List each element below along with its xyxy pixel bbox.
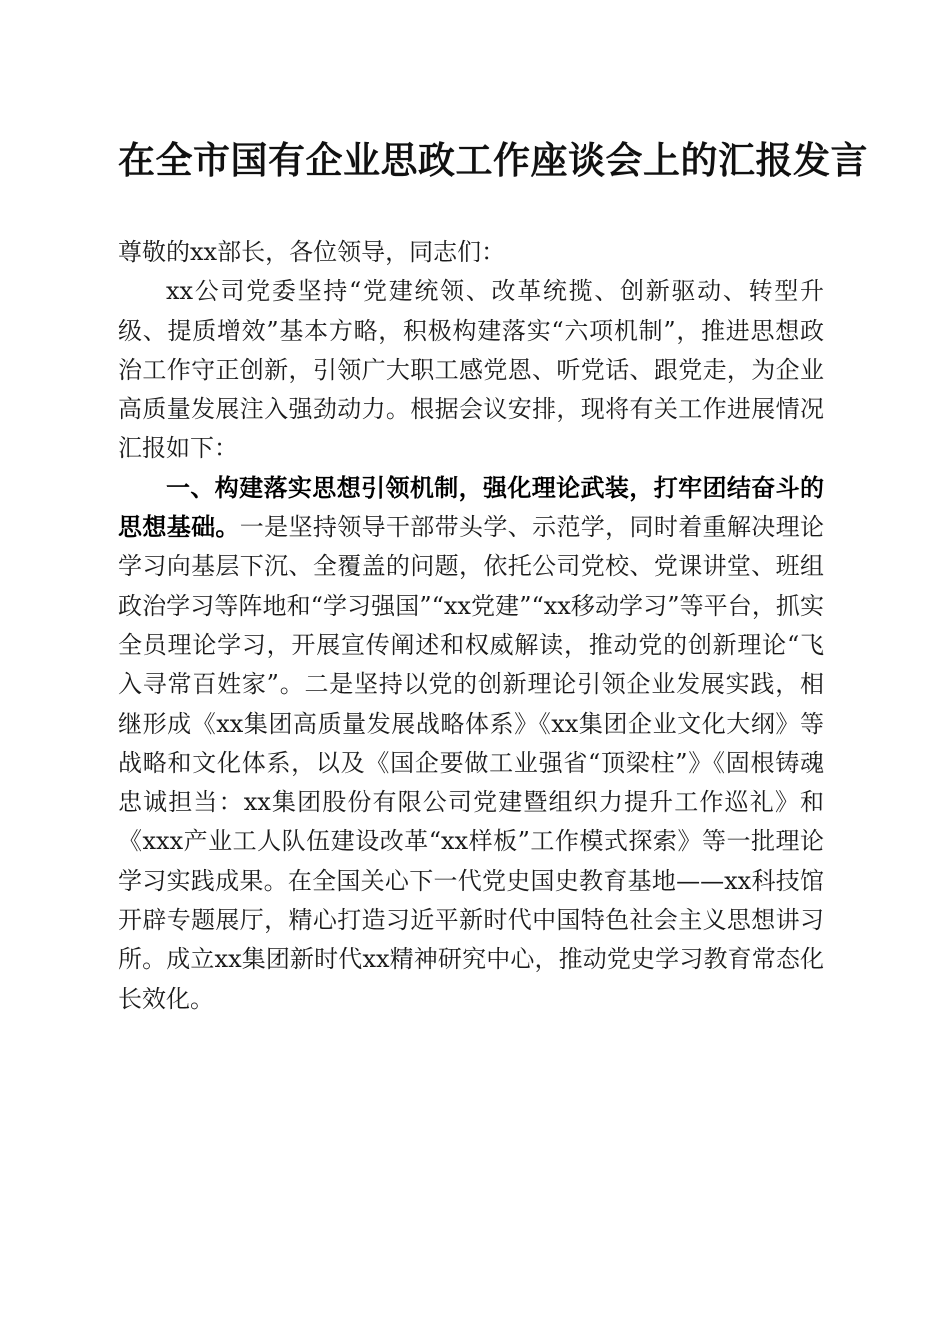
section-1-body: 一是坚持领导干部带头学、示范学，同时着重解决理论学习向基层下沉、全覆盖的问题，依托公司党校、党课讲堂、班组政治学习等阵地和“学习强国”“xx党建”“xx移动学习”等平台，抓实全员理论学习，开展宣传阐述和权威解读，推动党的创新理论“飞入寻常百姓家”。二是坚持以党的创新理论引领企业发展实践，相继形成《xx集团高质量发展战略体系》《xx集团企业文化大纲》等战略和文化体系，以及《国企要做工业强省“顶梁柱”》《固根铸魂忠诚担当：xx集团股份有限公司党建暨组织力提升工作巡礼》和《xxx产业工人队伍建设改革“xx样板”工作模式探索》等一批理论学习实践成果。在全国关心下一代党史国史教育基地——xx科技馆开辟专题展厅，精心打造习近平新时代中国特色社会主义思想讲习所。成立xx集团新时代xx精神研究中心，推动党史学习教育常态化长效化。 [118,513,825,1013]
section-1-paragraph [118,469,824,1019]
section-1-heading: 一、构建落实思想引领机制，强化理论武装，打牢团结奋斗的思想基础。 [118,473,824,542]
salutation: 尊敬的xx部长，各位领导，同志们： [118,238,506,266]
document-title: 在全市国有企业思政工作座谈会上的汇报发言 [118,138,868,182]
document-body [118,233,824,1019]
intro-paragraph: xx公司党委坚持“党建统领、改革统揽、创新驱动、转型升级、提质增效”基本方略，积极构建落实“六项机制”，推进思想政治工作守正创新，引领广大职工感党恩、听党话、跟党走，为企业高质量发展注入强劲动力。根据会议安排，现将有关工作进展情况汇报如下： [118,277,824,463]
